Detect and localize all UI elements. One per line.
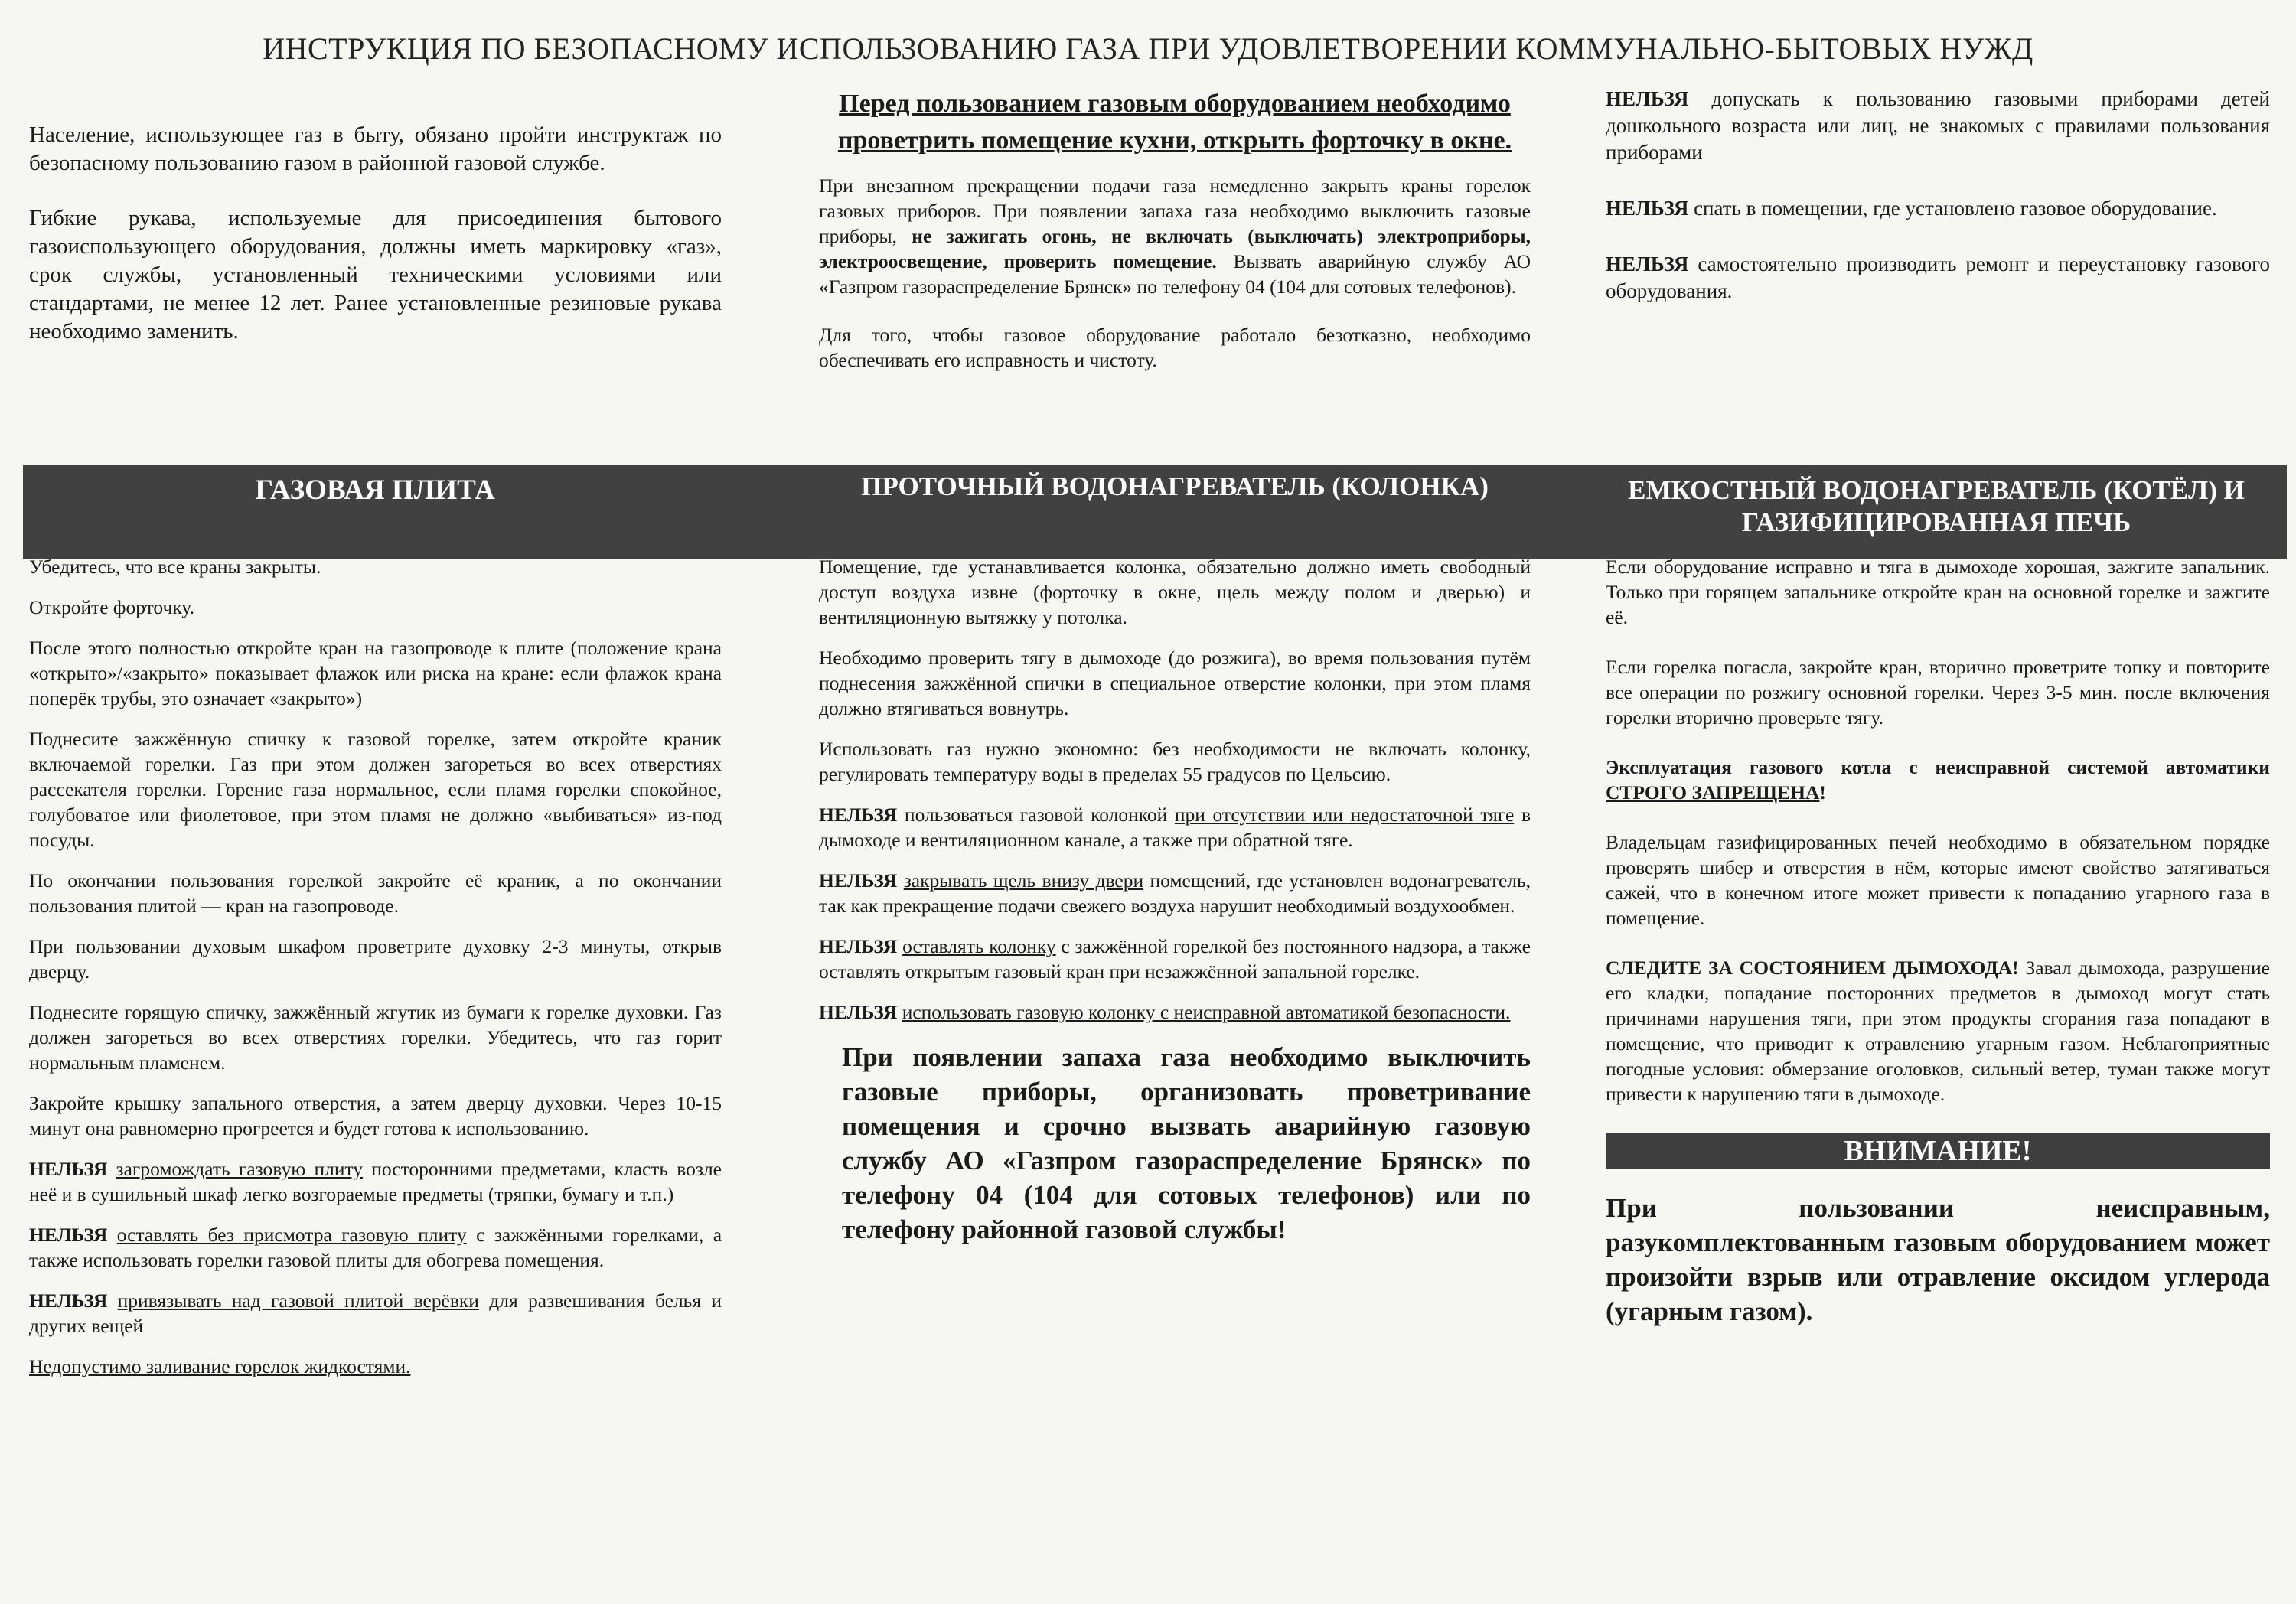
boiler-step: Если оборудование исправно и тяга в дымоходе хорошая, зажгите запальник. Только при горящем запальнике откройте кран на основной горелке и зажгите её.: [1606, 556, 2270, 628]
stove-prohibition: НЕЛЬЗЯ привязывать над газовой плитой верёвки для развешивания белья и других вещей: [29, 1289, 722, 1337]
section-title-water-heater: ПРОТОЧНЫЙ ВОДОНАГРЕВАТЕЛЬ (КОЛОНКА): [861, 471, 1489, 501]
gas-stove-section: [29, 554, 722, 1379]
attention-text: При пользовании неисправным, разукомплектованным газовым оборудованием может произойти взрыв или отравление оксидом углерода (угарным газом).: [1606, 1193, 2270, 1326]
section-title-boiler: ЕМКОСТНЫЙ ВОДОНАГРЕВАТЕЛЬ (КОТЁЛ) И ГАЗИФИЦИРОВАННАЯ ПЕЧЬ: [1628, 475, 2245, 537]
stove-step: При пользовании духовым шкафом проветрите духовку 2-3 минуты, открыв дверцу.: [29, 935, 722, 983]
boiler-section: [1606, 554, 2270, 1329]
stove-prohibition: НЕЛЬЗЯ загромождать газовую плиту посторонними предметами, класть возле неё и в сушильный шкаф легко возгораемые предметы (тряпки, бумагу и т.п.): [29, 1158, 722, 1205]
stove-step: Убедитесь, что все краны закрыты.: [29, 556, 321, 578]
stove-step: После этого полностью откройте кран на газопроводе к плите (положение крана «открыто»/«закрыто» показывает флажок или риска на кране: если флажок крана поперёк трубы, это означает «закрыто»): [29, 637, 722, 709]
stove-step: По окончании пользования горелкой закройте её краник, а по окончании пользования плитой — кран на газопроводе.: [29, 869, 722, 917]
emergency-call-warning: При появлении запаха газа необходимо выключить газовые приборы, организовать проветривание помещения и срочно вызвать аварийную газовую службу АО «Газпром газораспределение Брянск» по телефону 04 (104 для сотовых телефонов) или по телефону районной газовой службы!: [842, 1042, 1531, 1244]
heater-step: Использовать газ нужно экономно: без необходимости не включать колонку, регулировать температуру воды в пределах 55 градусов по Цельсию.: [819, 738, 1531, 785]
prohibition-repair: НЕЛЬЗЯ самостоятельно производить ремонт и переустановку газового оборудования.: [1606, 253, 2270, 302]
heater-step: Помещение, где устанавливается колонка, обязательно должно иметь свободный доступ воздуха извне (форточку в окне, щель между полом и дверью) и вентиляционную вытяжку у потолка.: [819, 556, 1531, 628]
stove-liquid-warning: Недопустимо заливание горелок жидкостями.: [29, 1355, 411, 1377]
intro-column: [29, 121, 722, 373]
heater-step: Необходимо проверить тягу в дымоходе (до розжига), во время пользования путём поднесения зажжённой спички в специальное отверстие колонки, при этом пламя должно втягиваться вовнутрь.: [819, 647, 1531, 719]
heater-prohibition: НЕЛЬЗЯ закрывать щель внизу двери помещений, где установлен водонагреватель, так как прекращение подачи свежего воздуха нарушит необходимый воздухообмен.: [819, 869, 1531, 917]
page-title: ИНСТРУКЦИЯ ПО БЕЗОПАСНОМУ ИСПОЛЬЗОВАНИЮ ГАЗА ПРИ УДОВЛЕТВОРЕНИИ КОММУНАЛЬНО-БЫТОВЫХ НУЖД: [263, 31, 2033, 66]
hoses-paragraph: Гибкие рукава, используемые для присоединения бытового газоиспользующего оборудования, должны иметь маркировку «газ», срок службы, установленный техническими условиями или стандартами, не менее 12 лет. Ранее установленные резиновые рукава необходимо заменить.: [29, 206, 722, 344]
prohibition-children: НЕЛЬЗЯ допускать к пользованию газовыми приборами детей дошкольного возраста или лиц, не знакомых с правилами пользования приборами: [1606, 87, 2270, 164]
attention-banner: ВНИМАНИЕ!: [1606, 1133, 2270, 1169]
intro-paragraph: Население, использующее газ в быту, обязано пройти инструктаж по безопасному пользованию газом в районной газовой службе.: [29, 122, 722, 175]
stove-step: Поднесите горящую спичку, зажжённый жгутик из бумаги к горелке духовки. Газ должен загореться во всех отверстиях горелки. Убедитесь, что газ горит нормальным пламенем.: [29, 1001, 722, 1074]
prohibitions-column: [1606, 86, 2270, 334]
boiler-step: Если горелка погасла, закройте кран, вторично проветрите топку и повторите все операции по розжигу основной горелки. Через 3-5 мин. после включения горелки вторично проверьте тягу.: [1606, 656, 2270, 729]
stove-damper-paragraph: Владельцам газифицированных печей необходимо в обязательном порядке проверять шибер и отверстия в нём, которые имеют свойство затягиваться сажей, что в конечном итоге может привести к попаданию угарного газа в помещение.: [1606, 831, 2270, 929]
heater-prohibition: НЕЛЬЗЯ пользоваться газовой колонкой при отсутствии или недостаточной тяге в дымоходе и вентиляционном канале, а также при обратной тяге.: [819, 804, 1531, 851]
stove-step: Поднесите зажжённую спичку к газовой горелке, затем откройте краник включаемой горелки. Газ при этом должен загореться во всех отверстиях рассекателя горелки. Горение газа нормальное, если пламя горелки спокойное, голубоватое или фиолетовое, при этом пламя не должно «выбиваться» из-под посуды.: [29, 728, 722, 851]
chimney-paragraph: СЛЕДИТЕ ЗА СОСТОЯНИЕМ ДЫМОХОДА! Завал дымохода, разрушение его кладки, попадание посторонних предметов в дымоход могут стать причинами нарушения тяги, при этом продукты сгорания газа попадают в помещение, что приводит к отравлению угарным газом. Неблагоприятные погодные условия: обмерзание оголовков, сильный ветер, туман также могут привести к нарушению тяги в дымоходе.: [1606, 957, 2270, 1105]
stove-step: Откройте форточку.: [29, 596, 194, 618]
maintenance-paragraph: Для того, чтобы газовое оборудование работало безотказно, необходимо обеспечивать его исправность и чистоту.: [819, 324, 1531, 371]
stove-step: Закройте крышку запального отверстия, а затем дверцу духовки. Через 10-15 минут она равномерно прогреется и будет готова к использованию.: [29, 1092, 722, 1139]
heater-prohibition: НЕЛЬЗЯ использовать газовую колонку с неисправной автоматикой безопасности.: [819, 1001, 1511, 1023]
gas-leak-paragraph: При внезапном прекращении подачи газа немедленно закрыть краны горелок газовых приборов. При появлении запаха газа необходимо выключить газовые приборы, не зажигать огонь, не включать (выключать) электроприборы, электроосвещение, проверить помещение. Вызвать аварийную службу АО «Газпром газораспределение Брянск» по телефону 04 (104 для сотовых телефонов).: [819, 174, 1531, 298]
water-heater-section: [819, 554, 1531, 1247]
ventilation-column: [819, 86, 1531, 396]
section-title-gas-stove: ГАЗОВАЯ ПЛИТА: [255, 474, 495, 506]
boiler-automation-warning: Эксплуатация газового котла с неисправной системой автоматики СТРОГО ЗАПРЕЩЕНА!: [1606, 756, 2270, 804]
prohibition-sleeping: НЕЛЬЗЯ спать в помещении, где установлено газовое оборудование.: [1606, 197, 2217, 220]
heater-prohibition: НЕЛЬЗЯ оставлять колонку с зажжённой горелкой без постоянного надзора, а также оставлять открытым газовый кран при незажжённой запальной горелке.: [819, 935, 1531, 983]
stove-prohibition: НЕЛЬЗЯ оставлять без присмотра газовую плиту с зажжёнными горелками, а также использовать горелки газовой плиты для обогрева помещения.: [29, 1224, 722, 1271]
ventilation-heading: Перед пользованием газовым оборудованием необходимо проветрить помещение кухни, открыть форточку в окне.: [837, 90, 1512, 155]
